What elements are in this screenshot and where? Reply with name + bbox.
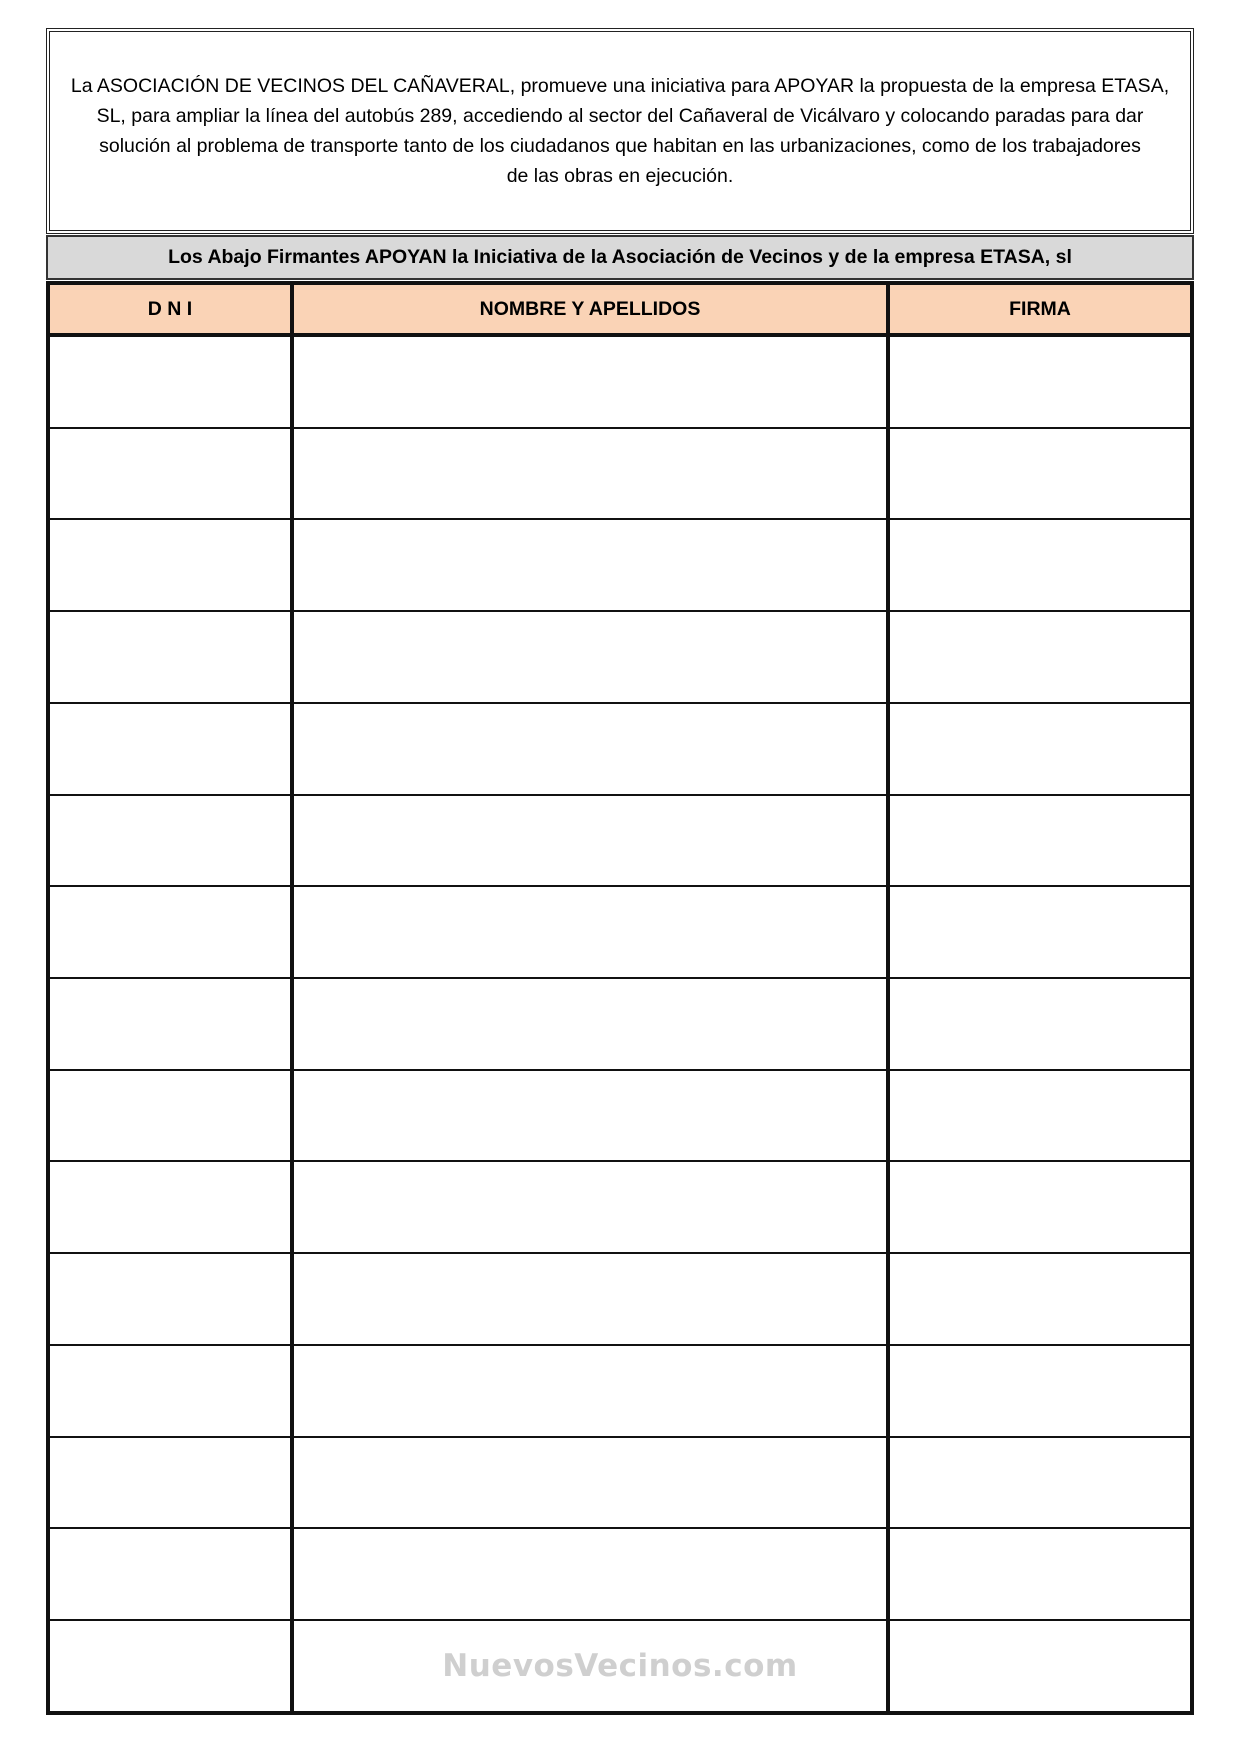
cell-nombre[interactable]	[292, 519, 888, 611]
intro-box	[46, 28, 1194, 234]
table-row	[48, 428, 1192, 520]
cell-nombre[interactable]	[292, 1161, 888, 1253]
cell-dni[interactable]	[48, 978, 292, 1070]
cell-nombre[interactable]	[292, 978, 888, 1070]
cell-firma[interactable]	[888, 1253, 1192, 1345]
cell-firma[interactable]	[888, 519, 1192, 611]
column-header-firma: FIRMA	[888, 283, 1192, 335]
cell-dni[interactable]	[48, 1345, 292, 1437]
cell-dni[interactable]	[48, 703, 292, 795]
table-row	[48, 1345, 1192, 1437]
signature-table	[46, 281, 1194, 1715]
support-banner: Los Abajo Firmantes APOYAN la Iniciativa de la Asociación de Vecinos y de la empresa ETASA, sl	[46, 235, 1194, 280]
cell-dni[interactable]	[48, 428, 292, 520]
cell-firma[interactable]	[888, 335, 1192, 428]
table-row	[48, 1528, 1192, 1620]
column-header-dni: D N I	[48, 283, 292, 335]
cell-nombre[interactable]	[292, 1437, 888, 1529]
table-body	[48, 335, 1192, 1713]
cell-dni[interactable]	[48, 611, 292, 703]
table-row	[48, 335, 1192, 428]
watermark: NuevosVecinos.com	[442, 1648, 798, 1684]
cell-nombre[interactable]	[292, 1070, 888, 1162]
cell-firma[interactable]	[888, 886, 1192, 978]
table-header-row	[48, 283, 1192, 335]
table-row	[48, 519, 1192, 611]
cell-nombre[interactable]	[292, 703, 888, 795]
cell-nombre[interactable]	[292, 1253, 888, 1345]
cell-nombre[interactable]	[292, 1528, 888, 1620]
cell-firma[interactable]	[888, 611, 1192, 703]
cell-firma[interactable]	[888, 1528, 1192, 1620]
column-header-nombre: NOMBRE Y APELLIDOS	[292, 283, 888, 335]
table-row	[48, 703, 1192, 795]
table-row	[48, 978, 1192, 1070]
cell-firma[interactable]	[888, 703, 1192, 795]
table-row	[48, 1437, 1192, 1529]
cell-firma[interactable]	[888, 795, 1192, 887]
table-row	[48, 1253, 1192, 1345]
cell-dni[interactable]	[48, 1528, 292, 1620]
table-row	[48, 886, 1192, 978]
cell-firma[interactable]	[888, 978, 1192, 1070]
cell-nombre[interactable]	[292, 886, 888, 978]
cell-nombre[interactable]	[292, 428, 888, 520]
table-row	[48, 1070, 1192, 1162]
table-row	[48, 795, 1192, 887]
cell-firma[interactable]	[888, 1070, 1192, 1162]
cell-dni[interactable]	[48, 519, 292, 611]
cell-nombre[interactable]	[292, 795, 888, 887]
cell-dni[interactable]	[48, 886, 292, 978]
cell-firma[interactable]	[888, 428, 1192, 520]
cell-dni[interactable]	[48, 1161, 292, 1253]
cell-dni[interactable]	[48, 1070, 292, 1162]
table-row	[48, 611, 1192, 703]
cell-firma[interactable]	[888, 1437, 1192, 1529]
cell-dni[interactable]	[48, 335, 292, 428]
table-row	[48, 1161, 1192, 1253]
cell-dni[interactable]	[48, 1437, 292, 1529]
cell-nombre[interactable]	[292, 1345, 888, 1437]
intro-text: La ASOCIACIÓN DE VECINOS DEL CAÑAVERAL, promueve una iniciativa para APOYAR la propuesta de la empresa ETASA, SL, para ampliar la línea del autobús 289, accediendo al sector del Cañaveral de Vicálvaro y colocando paradas para dar solución al problema de transporte tanto de los ciudadanos que habitan en las urbanizaciones, como de los trabajadores de las obras en ejecución.	[70, 75, 1170, 187]
cell-dni[interactable]	[48, 1253, 292, 1345]
cell-nombre[interactable]	[292, 611, 888, 703]
cell-firma[interactable]	[888, 1161, 1192, 1253]
cell-nombre[interactable]	[292, 335, 888, 428]
cell-firma[interactable]	[888, 1345, 1192, 1437]
cell-dni[interactable]	[48, 795, 292, 887]
